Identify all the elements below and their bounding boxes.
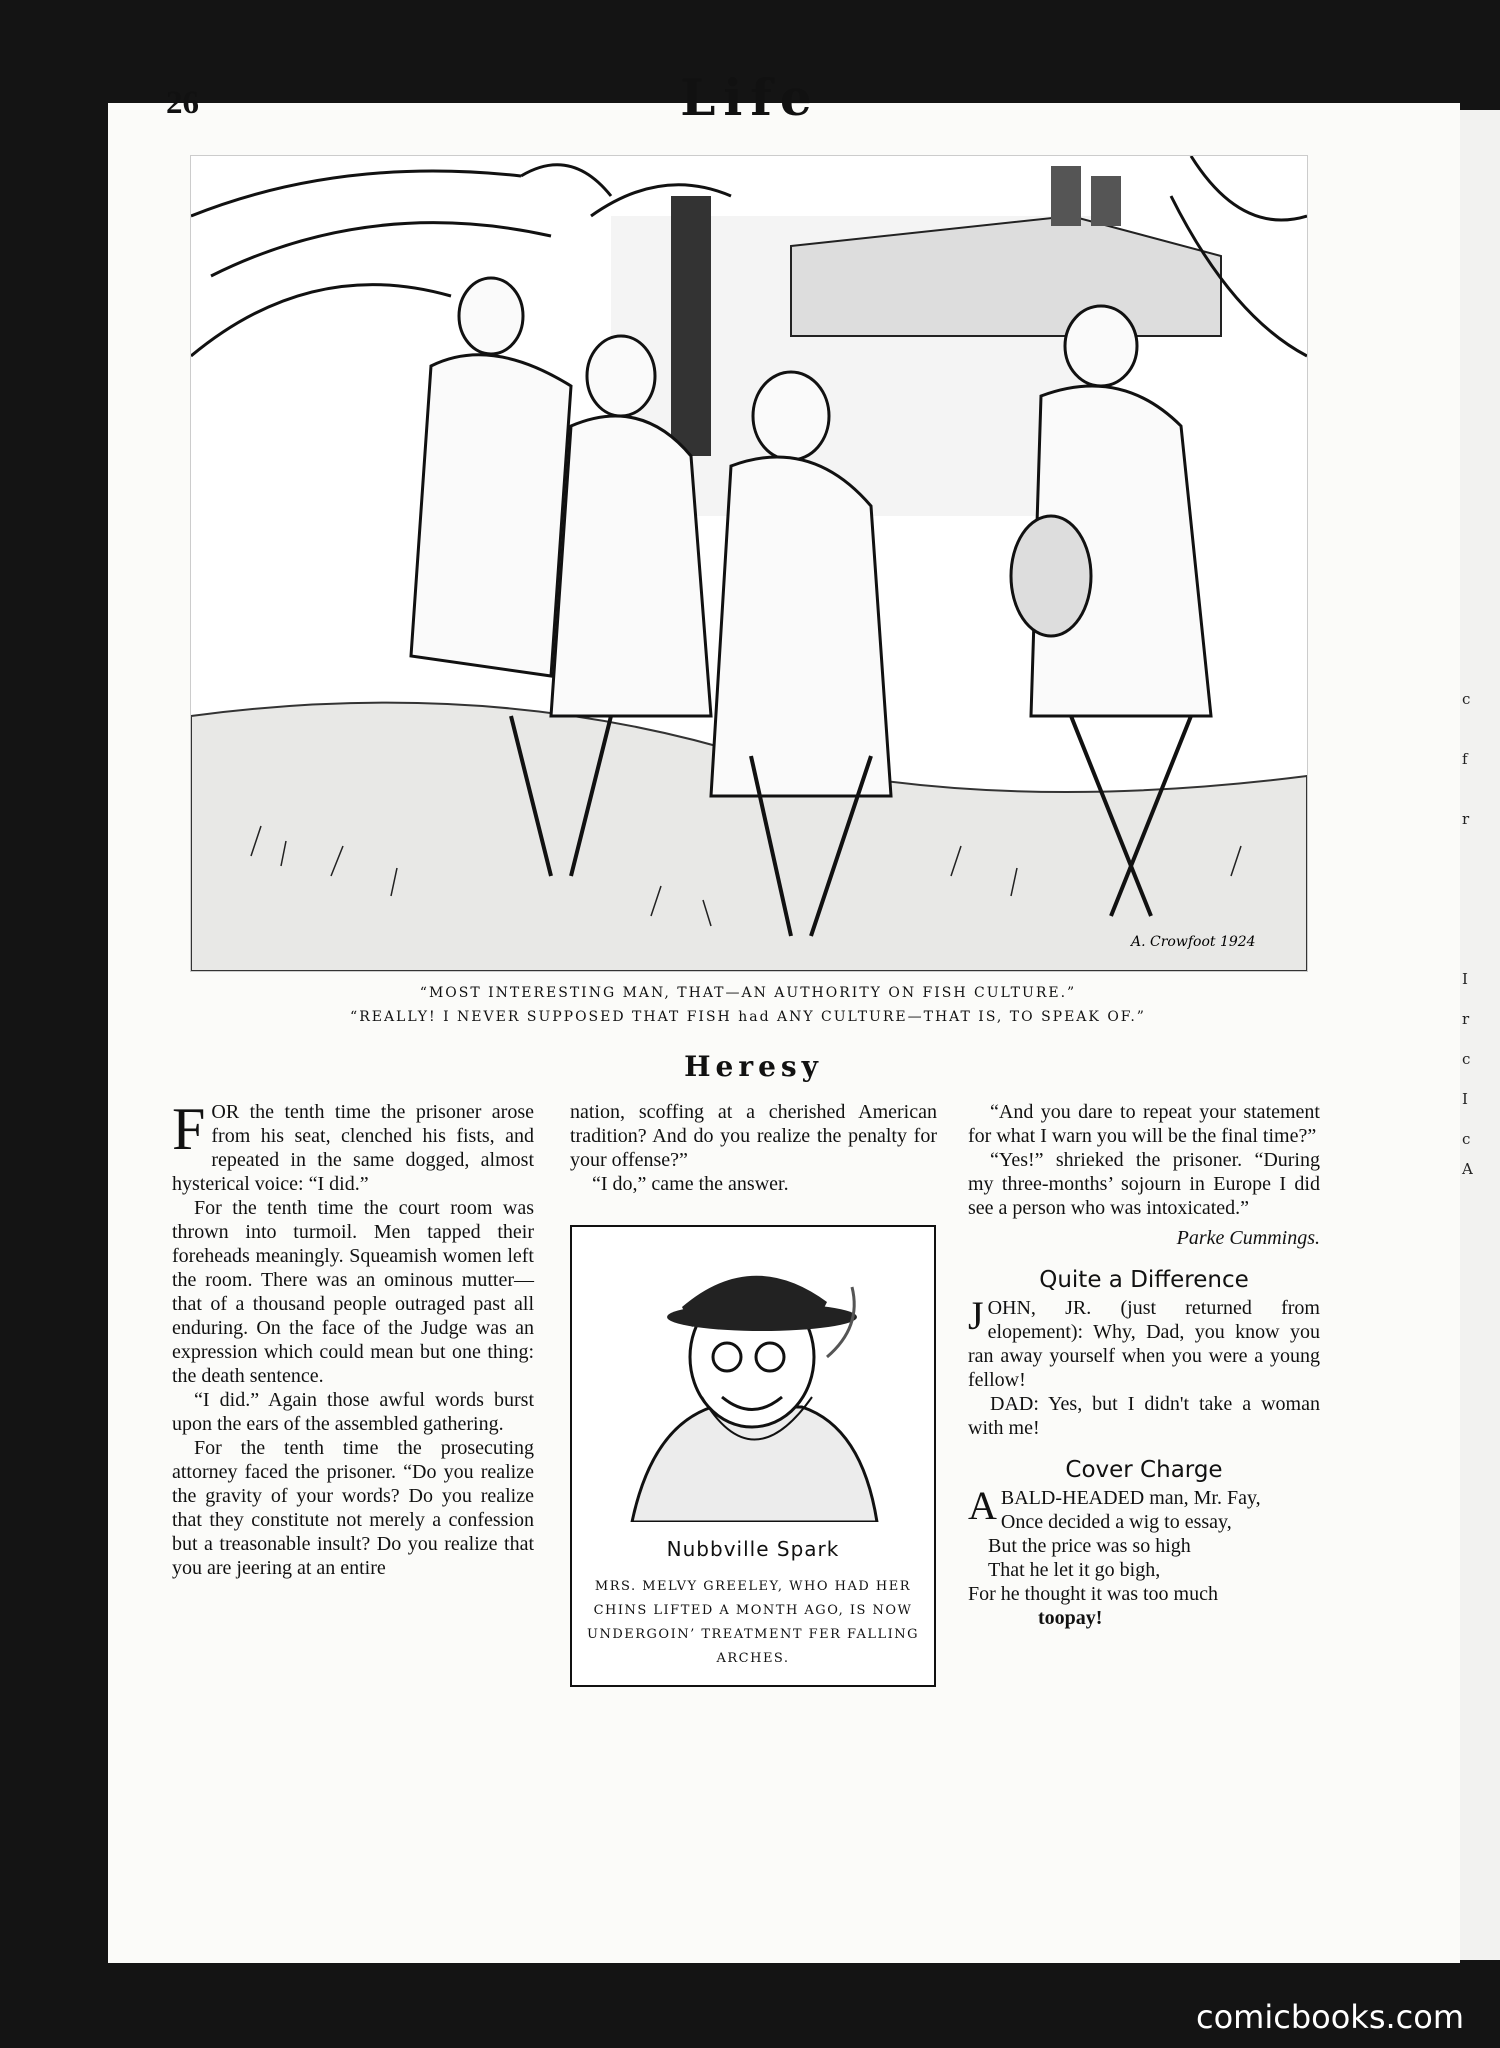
heresy-paragraph-3: “I did.” Again those awful words burst upon the ears of the assembled gathering. [172,1389,534,1435]
artist-signature: A. Crowfoot 1924 [1131,934,1256,950]
article-title-heresy: Heresy [684,1050,823,1083]
old-man-cartoon [612,1247,894,1522]
cover-charge-poem: ABALD-HEADED man, Mr. Fay, Once decided a wig to essay, But the price was so high That he let it go bigh, For he thought it was too much toopay! [968,1483,1261,1629]
difference-line-2: DAD: Yes, but I didn't take a woman with me! [968,1393,1320,1439]
heresy-column-3 [968,1100,1320,1630]
cartoon-illustration [190,155,1308,972]
adjacent-page-edge: c f r I r c I c A [1458,110,1500,1960]
heresy-author: Parke Cummings. [1176,1227,1320,1249]
heresy-paragraph-8: “Yes!” shrieked the prisoner. “During my three-months’ sojourn in Europe I did see a person who was intoxicated.” [968,1149,1320,1219]
heresy-paragraph-5: nation, scoffing at a cherished American tradition? And do you realize the penalty for your offense?” [570,1101,937,1171]
heresy-paragraph-6: “I do,” came the answer. [592,1173,789,1195]
heresy-column-2 [570,1100,937,1196]
page-number: 26 [166,85,199,121]
masthead: Life [680,68,820,127]
cartoon-caption-line-2: “REALLY! I NEVER SUPPOSED THAT FISH had ANY CULTURE—THAT IS, TO SPEAK OF.” [350,1009,1146,1025]
site-watermark: comicbooks.com [1195,1998,1464,2036]
difference-line-1: JOHN, JR. (just returned from elopement): Why, Dad, you know you ran away yourself when you were a young fellow! [968,1293,1320,1391]
quite-a-difference-title: Quite a Difference [1039,1267,1249,1293]
heresy-paragraph-1: FOR the tenth time the prisoner arose from his seat, clenched his fists, and repeated in the same dogged, almost hysterical voice: “I did.” [172,1096,534,1195]
cartoon-caption-line-1: “MOST INTERESTING MAN, THAT—AN AUTHORITY ON FISH CULTURE.” [419,985,1077,1001]
heresy-column-1 [172,1096,534,1580]
nubbville-spark-title: Nubbville Spark [666,1537,840,1561]
nubbville-spark-box [570,1225,936,1687]
nubbville-spark-caption: MRS. MELVY GREELEY, WHO HAD HER CHINS LIFTED A MONTH AGO, IS NOW UNDERGOIN’ TREATMENT FER FALLING ARCHES. [587,1579,919,1666]
cover-charge-title: Cover Charge [1065,1457,1223,1483]
heresy-dropcap: F [172,1096,206,1162]
heresy-paragraph-7: “And you dare to repeat your statement for what I warn you will be the final time?” [968,1101,1320,1147]
heresy-paragraph-2: For the tenth time the court room was thrown into turmoil. Men tapped their foreheads meaningly. Squeamish women left the room. There was an ominous mutter—that of a thousand people outraged past all enduring. On the face of the Judge was an expression which could mean but one thing: the death sentence. [172,1197,534,1387]
heresy-paragraph-4: For the tenth time the prosecuting attorney faced the prisoner. “Do you realize the gravity of your words? Do you realize that they constitute not merely a confession but a treasonable insult? Do you realize that you are jeering at an entire [172,1437,534,1579]
